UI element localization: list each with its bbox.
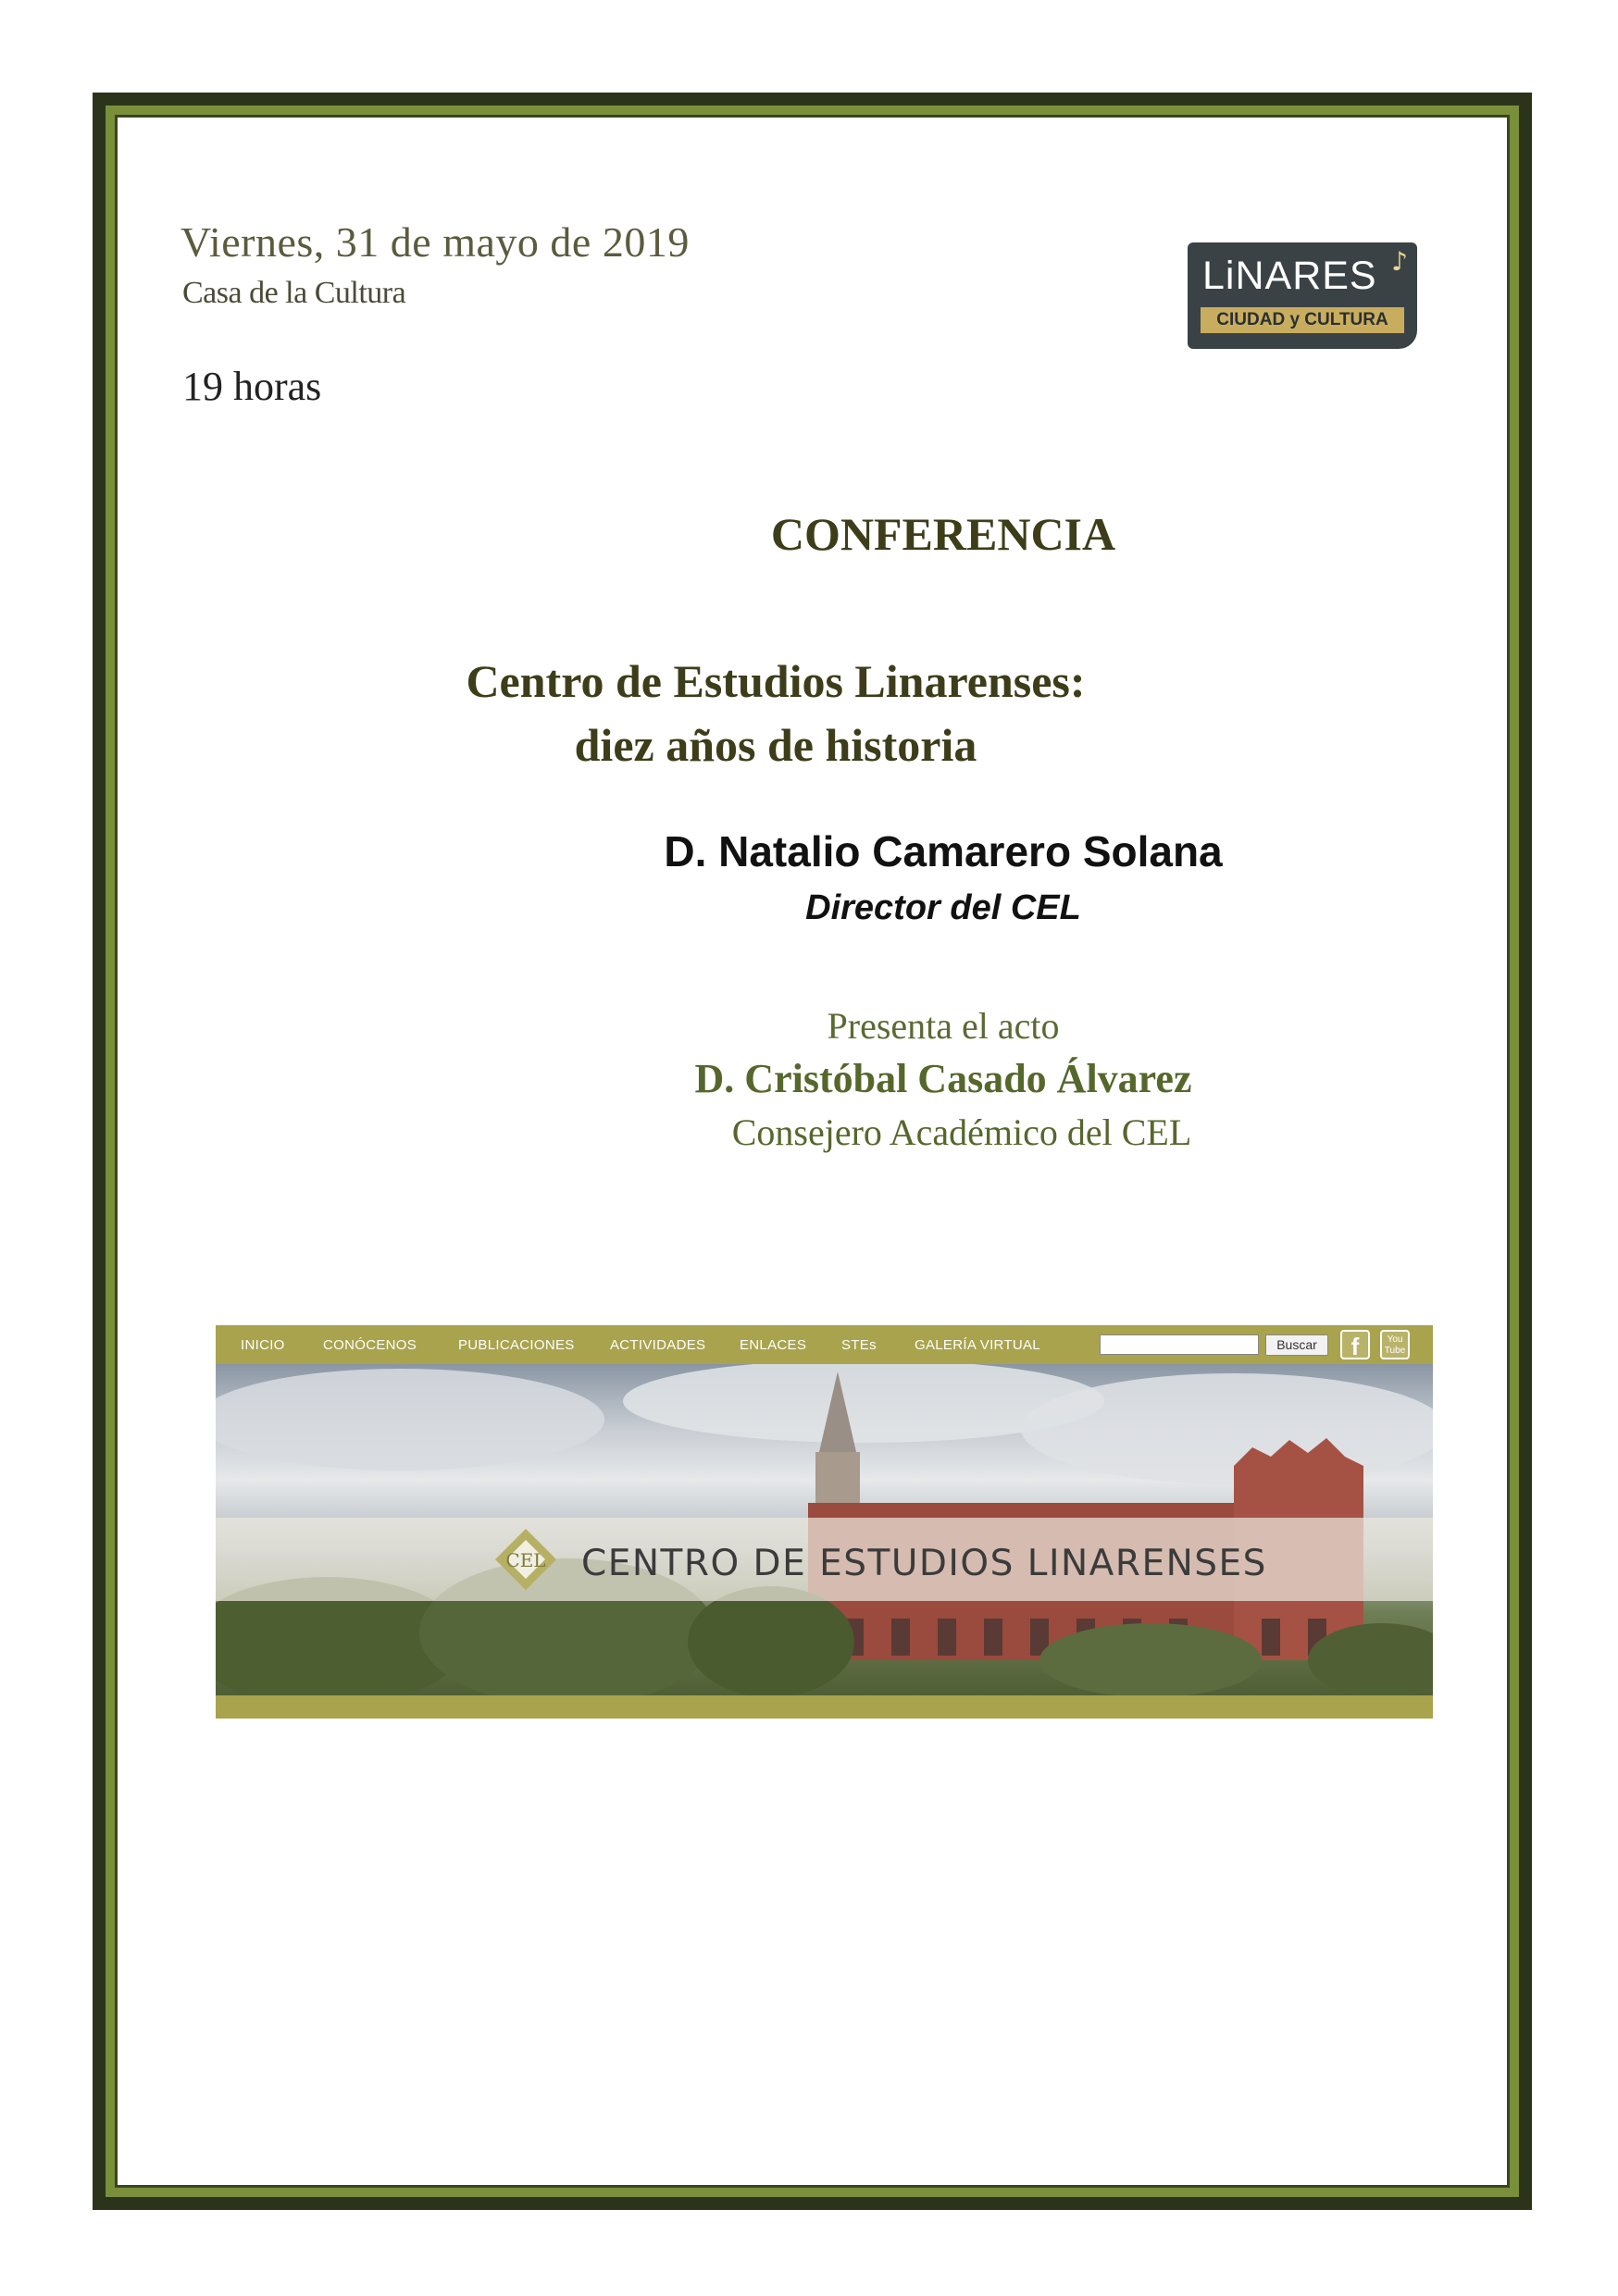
event-date: Viernes, 31 de mayo de 2019	[180, 218, 690, 266]
event-type: CONFERENCIA	[770, 508, 1116, 560]
nav-item-conocenos: CONÓCENOS	[323, 1337, 417, 1353]
site-title: CENTRO DE ESTUDIOS LINARENSES	[581, 1543, 1267, 1584]
presenta-label: Presenta el acto	[827, 1005, 1060, 1047]
nav-item-enlaces: ENLACES	[740, 1337, 807, 1353]
youtube-icon: You Tube	[1380, 1330, 1410, 1359]
cel-logo-icon	[493, 1527, 558, 1592]
logo-title: LiNARES	[1202, 254, 1377, 298]
speaker-role: Director del CEL	[805, 888, 1081, 927]
presenter-role: Consejero Académico del CEL	[731, 1111, 1192, 1153]
event-venue: Casa de la Cultura	[182, 276, 406, 310]
search-button: Buscar	[1265, 1334, 1328, 1356]
presenter-name: D. Cristóbal Casado Álvarez	[694, 1056, 1192, 1101]
website-banner-image	[216, 1325, 1433, 1719]
banner-nav-bar	[216, 1325, 1433, 1364]
linares-logo	[1188, 242, 1417, 349]
music-note-icon: ♪	[1391, 246, 1408, 277]
banner-bottom-strip	[216, 1695, 1433, 1719]
nav-item-galeria: GALERÍA VIRTUAL	[915, 1337, 1040, 1353]
nav-item-inicio: INICIO	[241, 1337, 285, 1353]
search-input	[1100, 1334, 1259, 1355]
event-title-line1: Centro de Estudios Linarenses:	[466, 655, 1086, 707]
logo-subtitle: CIUDAD y CULTURA	[1201, 307, 1404, 333]
nav-item-stes: STEs	[841, 1337, 877, 1353]
facebook-icon: f	[1340, 1330, 1370, 1359]
cel-mark: CEL	[505, 1549, 546, 1571]
speaker-name: D. Natalio Camarero Solana	[664, 827, 1223, 875]
nav-item-publicaciones: PUBLICACIONES	[458, 1337, 575, 1353]
event-title-line2: diez años de historia	[574, 719, 977, 771]
event-time: 19 horas	[182, 364, 322, 409]
nav-item-actividades: ACTIVIDADES	[610, 1337, 706, 1353]
